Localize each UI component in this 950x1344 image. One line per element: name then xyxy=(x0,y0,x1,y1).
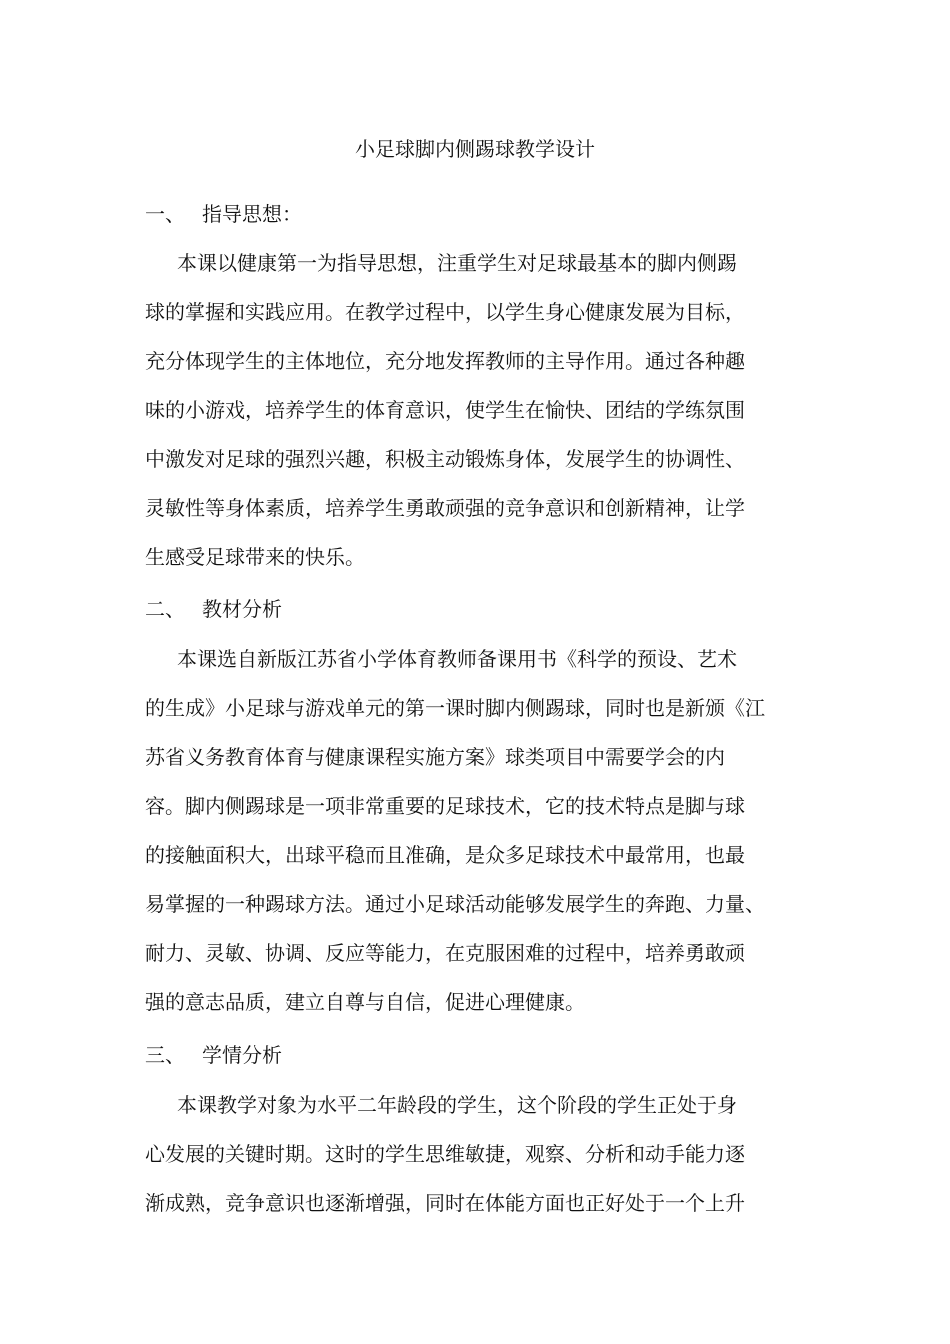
section-title: 学情分析 xyxy=(202,1043,282,1067)
paragraph-line: 的生成》小足球与游戏单元的第一课时脚内侧踢球，同时也是新颁《江 xyxy=(145,696,765,720)
section-heading-2 xyxy=(145,594,282,624)
section-title: 教材分析 xyxy=(202,597,282,621)
paragraph-line: 心发展的关键时期。这时的学生思维敏捷，观察、分析和动手能力逐 xyxy=(145,1142,745,1166)
section-number: 二、 xyxy=(145,597,185,621)
paragraph-line: 本课教学对象为水平二年龄段的学生，这个阶段的学生正处于身 xyxy=(177,1093,737,1117)
section-heading-1 xyxy=(145,199,302,229)
section-title: 指导思想： xyxy=(202,202,302,226)
paragraph-line: 的接触面积大，出球平稳而且准确，是众多足球技术中最常用，也最 xyxy=(145,843,745,867)
paragraph-line: 本课选自新版江苏省小学体育教师备课用书《科学的预设、艺术 xyxy=(177,647,737,671)
paragraph-line: 中激发对足球的强烈兴趣，积极主动锻炼身体，发展学生的协调性、 xyxy=(145,447,745,471)
document-title: 小足球脚内侧踢球教学设计 xyxy=(355,137,595,161)
paragraph-line: 本课以健康第一为指导思想，注重学生对足球最基本的脚内侧踢 xyxy=(177,251,737,275)
paragraph-line: 容。脚内侧踢球是一项非常重要的足球技术，它的技术特点是脚与球 xyxy=(145,794,745,818)
paragraph-line: 渐成熟，竞争意识也逐渐增强，同时在体能方面也正好处于一个上升 xyxy=(145,1191,745,1215)
paragraph-line: 生感受足球带来的快乐。 xyxy=(145,545,365,569)
paragraph-line: 耐力、灵敏、协调、反应等能力，在克服困难的过程中，培养勇敢顽 xyxy=(145,941,745,965)
section-number: 三、 xyxy=(145,1043,185,1067)
paragraph-line: 苏省义务教育体育与健康课程实施方案》球类项目中需要学会的内 xyxy=(145,745,725,769)
paragraph-line: 味的小游戏，培养学生的体育意识，使学生在愉快、团结的学练氛围 xyxy=(145,398,745,422)
paragraph-line: 灵敏性等身体素质，培养学生勇敢顽强的竞争意识和创新精神，让学 xyxy=(145,496,745,520)
paragraph-line: 充分体现学生的主体地位，充分地发挥教师的主导作用。通过各种趣 xyxy=(145,349,745,373)
paragraph-line: 球的掌握和实践应用。在教学过程中，以学生身心健康发展为目标， xyxy=(145,300,745,324)
section-heading-3 xyxy=(145,1040,282,1070)
paragraph-line: 易掌握的一种踢球方法。通过小足球活动能够发展学生的奔跑、力量、 xyxy=(145,892,765,916)
section-number: 一、 xyxy=(145,202,185,226)
paragraph-line: 强的意志品质，建立自尊与自信，促进心理健康。 xyxy=(145,990,585,1014)
